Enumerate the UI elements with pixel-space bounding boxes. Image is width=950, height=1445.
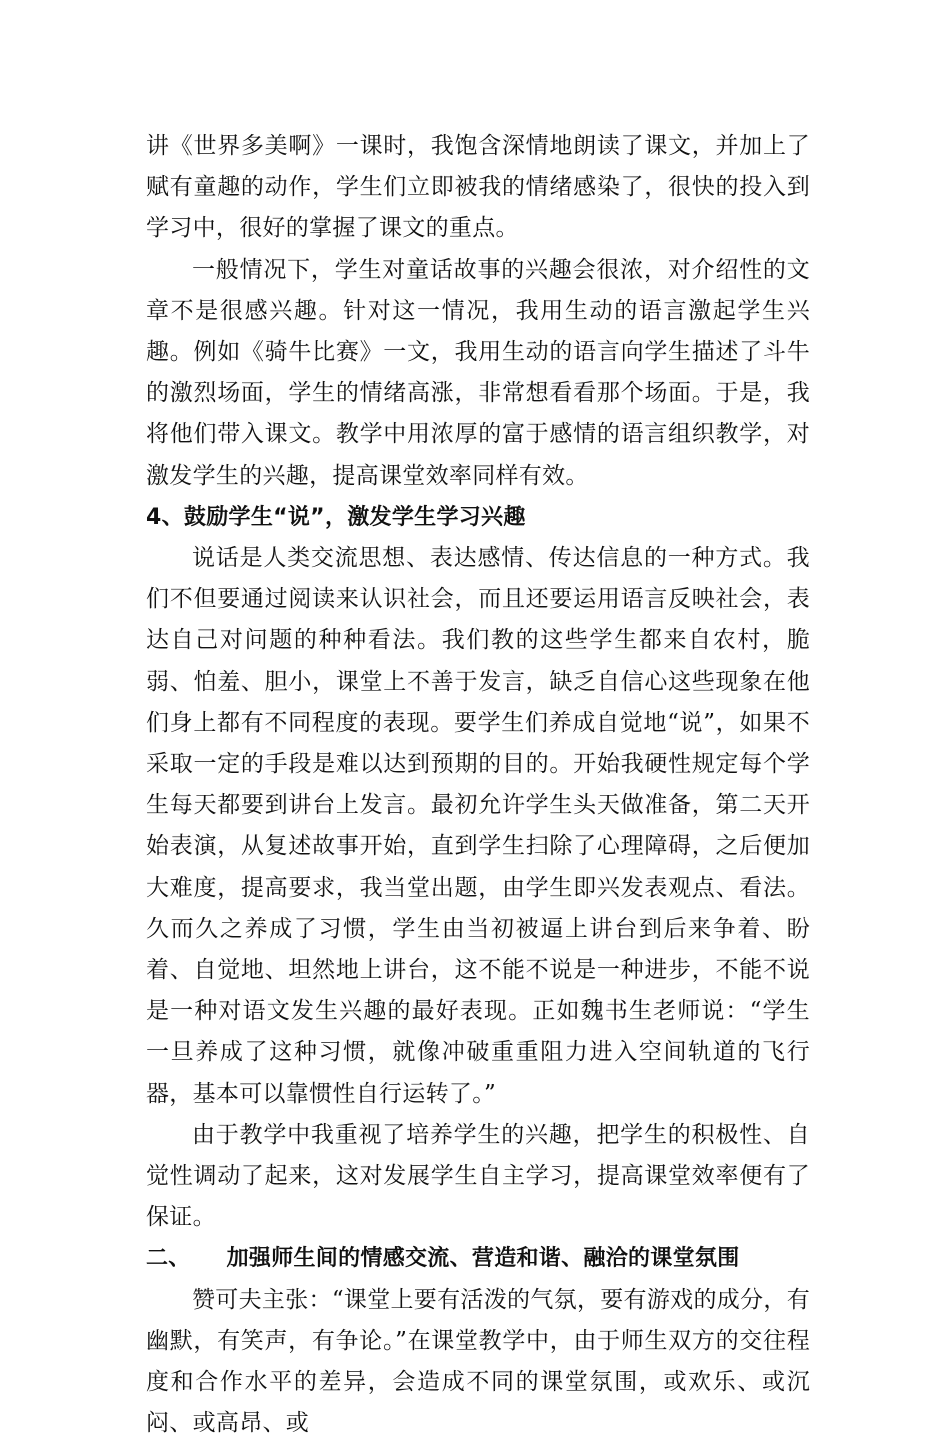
heading-number: 二、 bbox=[146, 1246, 191, 1272]
heading-number: 4、 bbox=[146, 504, 184, 530]
section-heading-encourage-speaking bbox=[146, 497, 810, 538]
heading-text: 加强师生间的情感交流、营造和谐、融洽的课堂氛围 bbox=[226, 1246, 740, 1272]
section-heading-classroom-atmosphere bbox=[146, 1238, 810, 1279]
paragraph-speaking-practice: 说话是人类交流思想、表达感情、传达信息的一种方式。我们不但要通过阅读来认识社会，而且还要运用语言反映社会，表达自己对问题的种种看法。我们教的这些学生都来自农村，脆弱、怕羞、胆小，课堂上不善于发言，缺乏自信心这些现象在他们身上都有不同程度的表现。要学生们养成自觉地“说”，如果不采取一定的手段是难以达到预期的目的。开始我硬性规定每个学生每天都要到讲台上发言。最初允许学生头天做准备，第二天开始表演，从复述故事开始，直到学生扫除了心理障碍，之后便加大难度，提高要求，我当堂出题，由学生即兴发表观点、看法。久而久之养成了习惯，学生由当初被逼上讲台到后来争着、盼着、自觉地、坦然地上讲台，这不能不说是一种进步，不能不说是一种对语文发生兴趣的最好表现。正如魏书生老师说：“学生一旦养成了这种习惯，就像冲破重重阻力进入空间轨道的飞行器，基本可以靠惯性自行运转了。” bbox=[146, 545, 810, 1107]
heading-text: 鼓励学生“说”，激发学生学习兴趣 bbox=[183, 504, 526, 530]
paragraph-fairy-tale-interest: 一般情况下，学生对童话故事的兴趣会很浓，对介绍性的文章不是很感兴趣。针对这一情况，我用生动的语言激起学生兴趣。例如《骑牛比赛》一文，我用生动的语言向学生描述了斗牛的激烈场面，学生的情绪高涨，非常想看看那个场面。于是，我将他们带入课文。教学中用浓厚的富于感情的语言组织教学，对激发学生的兴趣，提高课堂效率同样有效。 bbox=[146, 256, 810, 489]
paragraph-zankov-quote: 赞可夫主张：“课堂上要有活泼的气氛，要有游戏的成分，有幽默，有笑声，有争论。”在课堂教学中，由于师生双方的交往程度和合作水平的差异，会造成不同的课堂氛围，或欢乐、或沉闷、或高昂、或 bbox=[146, 1286, 810, 1437]
paragraph-continuation: 讲《世界多美啊》一课时，我饱含深情地朗读了课文，并加上了赋有童趣的动作，学生们立即被我的情绪感染了，很快的投入到学习中，很好的掌握了课文的重点。 bbox=[146, 133, 810, 242]
document-body bbox=[146, 126, 810, 1445]
paragraph-interest-summary: 由于教学中我重视了培养学生的兴趣，把学生的积极性、自觉性调动了起来，这对发展学生自主学习，提高课堂效率便有了保证。 bbox=[146, 1121, 810, 1231]
